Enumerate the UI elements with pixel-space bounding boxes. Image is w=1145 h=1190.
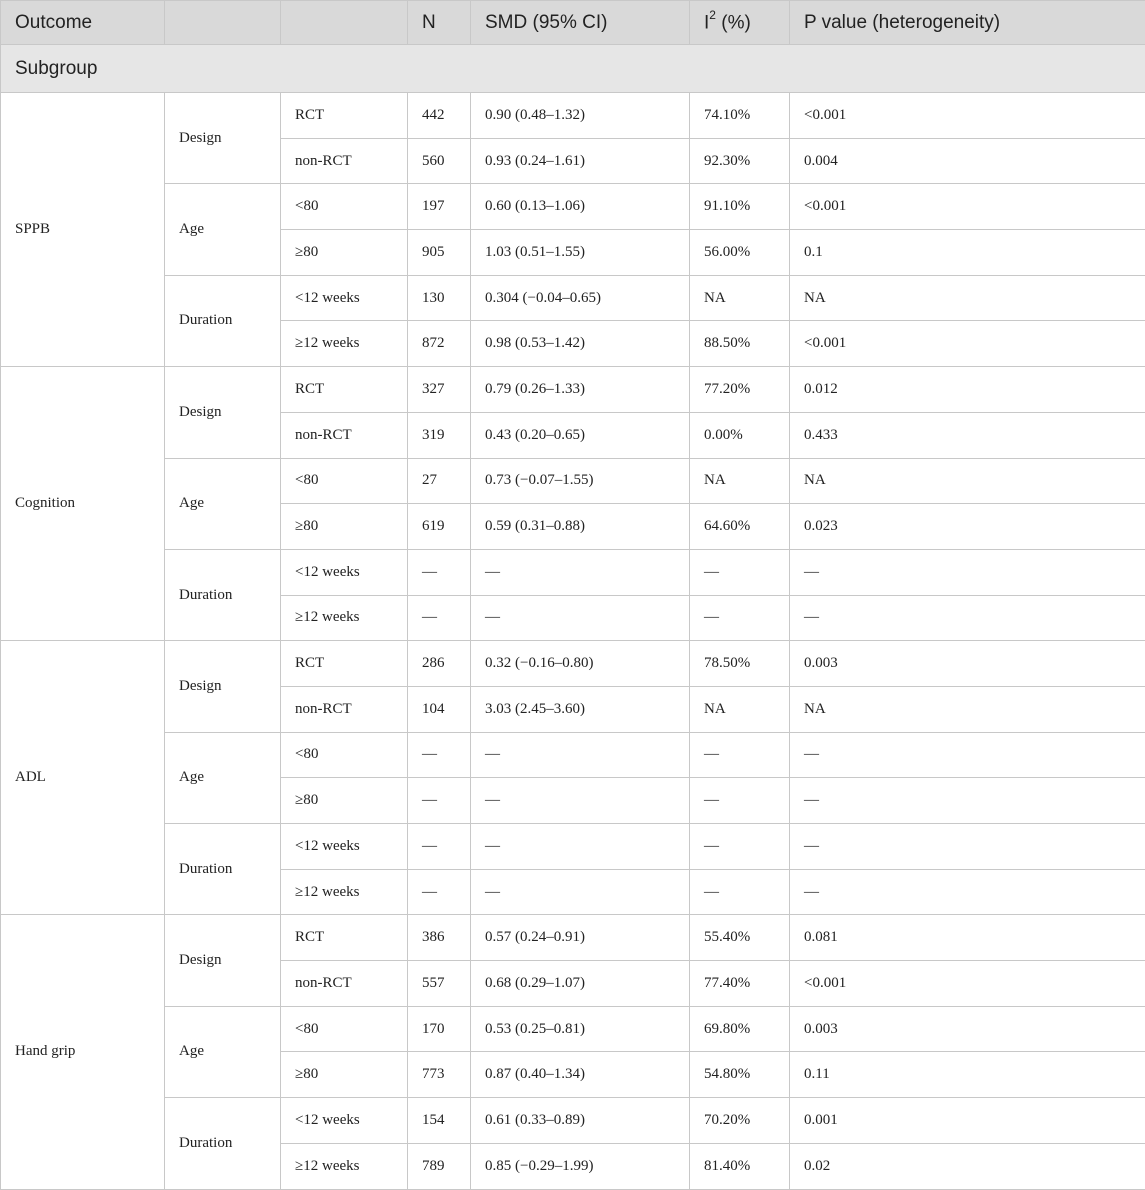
header-factor: [165, 1, 281, 45]
level-cell: ≥80: [281, 504, 408, 550]
level-cell: RCT: [281, 93, 408, 139]
smd-cell: —: [471, 778, 690, 824]
n-cell: 197: [408, 184, 471, 230]
level-cell: non-RCT: [281, 412, 408, 458]
i2-cell: —: [690, 778, 790, 824]
factor-cell: Design: [165, 93, 281, 184]
level-cell: <12 weeks: [281, 549, 408, 595]
p-value-cell: 0.1: [790, 230, 1145, 276]
i2-cell: 55.40%: [690, 915, 790, 961]
level-cell: <80: [281, 732, 408, 778]
table-row: [1, 1098, 1145, 1144]
p-value-cell: NA: [790, 686, 1145, 732]
level-cell: ≥12 weeks: [281, 321, 408, 367]
smd-cell: 0.60 (0.13–1.06): [471, 184, 690, 230]
header-outcome: Outcome: [1, 1, 165, 45]
outcome-cell: Cognition: [1, 367, 165, 641]
p-value-cell: —: [790, 595, 1145, 641]
level-cell: RCT: [281, 367, 408, 413]
level-cell: RCT: [281, 641, 408, 687]
outcome-cell: ADL: [1, 641, 165, 915]
table-row: [1, 641, 1145, 687]
header-level: [281, 1, 408, 45]
p-value-cell: NA: [790, 458, 1145, 504]
header-i2-label: I: [704, 13, 709, 34]
p-value-cell: —: [790, 824, 1145, 870]
smd-cell: 0.61 (0.33–0.89): [471, 1098, 690, 1144]
i2-cell: NA: [690, 275, 790, 321]
level-cell: RCT: [281, 915, 408, 961]
level-cell: ≥12 weeks: [281, 1143, 408, 1189]
smd-cell: —: [471, 549, 690, 595]
p-value-cell: 0.001: [790, 1098, 1145, 1144]
i2-cell: —: [690, 595, 790, 641]
p-value-cell: —: [790, 549, 1145, 595]
n-cell: —: [408, 595, 471, 641]
smd-cell: 0.43 (0.20–0.65): [471, 412, 690, 458]
i2-cell: NA: [690, 458, 790, 504]
n-cell: —: [408, 549, 471, 595]
p-value-cell: <0.001: [790, 321, 1145, 367]
factor-cell: Duration: [165, 549, 281, 640]
i2-cell: 70.20%: [690, 1098, 790, 1144]
subgroup-label: Subgroup: [1, 45, 1145, 93]
outcome-cell: Hand grip: [1, 915, 165, 1189]
n-cell: —: [408, 869, 471, 915]
header-p-value: P value (heterogeneity): [790, 1, 1145, 45]
factor-cell: Age: [165, 458, 281, 549]
p-value-cell: 0.081: [790, 915, 1145, 961]
level-cell: ≥80: [281, 778, 408, 824]
table-row: [1, 915, 1145, 961]
factor-cell: Design: [165, 915, 281, 1006]
factor-cell: Age: [165, 732, 281, 823]
n-cell: 327: [408, 367, 471, 413]
smd-cell: 0.57 (0.24–0.91): [471, 915, 690, 961]
p-value-cell: —: [790, 869, 1145, 915]
p-value-cell: 0.004: [790, 138, 1145, 184]
level-cell: non-RCT: [281, 686, 408, 732]
n-cell: 560: [408, 138, 471, 184]
n-cell: 773: [408, 1052, 471, 1098]
i2-cell: 88.50%: [690, 321, 790, 367]
i2-cell: 64.60%: [690, 504, 790, 550]
level-cell: <80: [281, 184, 408, 230]
smd-cell: 0.93 (0.24–1.61): [471, 138, 690, 184]
header-row: [1, 1, 1145, 45]
smd-cell: —: [471, 732, 690, 778]
level-cell: ≥12 weeks: [281, 595, 408, 641]
n-cell: 286: [408, 641, 471, 687]
smd-cell: 0.79 (0.26–1.33): [471, 367, 690, 413]
table-row: [1, 184, 1145, 230]
n-cell: —: [408, 732, 471, 778]
smd-cell: 0.73 (−0.07–1.55): [471, 458, 690, 504]
factor-cell: Design: [165, 367, 281, 458]
smd-cell: —: [471, 824, 690, 870]
factor-cell: Duration: [165, 275, 281, 366]
p-value-cell: —: [790, 778, 1145, 824]
n-cell: 170: [408, 1006, 471, 1052]
n-cell: 619: [408, 504, 471, 550]
smd-cell: 0.53 (0.25–0.81): [471, 1006, 690, 1052]
header-i2: [690, 1, 790, 45]
factor-cell: Design: [165, 641, 281, 732]
smd-cell: 0.59 (0.31–0.88): [471, 504, 690, 550]
i2-cell: —: [690, 732, 790, 778]
header-i2-suffix: (%): [716, 13, 751, 34]
i2-cell: 77.20%: [690, 367, 790, 413]
factor-cell: Duration: [165, 824, 281, 915]
n-cell: 27: [408, 458, 471, 504]
smd-cell: —: [471, 595, 690, 641]
factor-cell: Duration: [165, 1098, 281, 1189]
i2-cell: NA: [690, 686, 790, 732]
p-value-cell: 0.02: [790, 1143, 1145, 1189]
n-cell: —: [408, 778, 471, 824]
smd-cell: 0.98 (0.53–1.42): [471, 321, 690, 367]
table-row: [1, 549, 1145, 595]
i2-cell: —: [690, 824, 790, 870]
smd-cell: 3.03 (2.45–3.60): [471, 686, 690, 732]
i2-cell: 78.50%: [690, 641, 790, 687]
level-cell: ≥80: [281, 1052, 408, 1098]
p-value-cell: 0.11: [790, 1052, 1145, 1098]
level-cell: <80: [281, 458, 408, 504]
n-cell: 319: [408, 412, 471, 458]
p-value-cell: 0.433: [790, 412, 1145, 458]
level-cell: ≥12 weeks: [281, 869, 408, 915]
n-cell: 789: [408, 1143, 471, 1189]
n-cell: 104: [408, 686, 471, 732]
factor-cell: Age: [165, 1006, 281, 1097]
n-cell: 442: [408, 93, 471, 139]
outcome-cell: SPPB: [1, 93, 165, 367]
level-cell: non-RCT: [281, 138, 408, 184]
p-value-cell: <0.001: [790, 93, 1145, 139]
table-row: [1, 458, 1145, 504]
level-cell: <12 weeks: [281, 275, 408, 321]
table-row: [1, 367, 1145, 413]
smd-cell: 0.304 (−0.04–0.65): [471, 275, 690, 321]
header-smd: SMD (95% CI): [471, 1, 690, 45]
n-cell: —: [408, 824, 471, 870]
n-cell: 872: [408, 321, 471, 367]
p-value-cell: 0.003: [790, 1006, 1145, 1052]
i2-cell: 0.00%: [690, 412, 790, 458]
i2-cell: 69.80%: [690, 1006, 790, 1052]
level-cell: non-RCT: [281, 961, 408, 1007]
table-body: [1, 93, 1145, 1190]
table-row: [1, 732, 1145, 778]
smd-cell: 1.03 (0.51–1.55): [471, 230, 690, 276]
level-cell: <12 weeks: [281, 1098, 408, 1144]
i2-cell: 56.00%: [690, 230, 790, 276]
p-value-cell: 0.023: [790, 504, 1145, 550]
n-cell: 386: [408, 915, 471, 961]
smd-cell: 0.90 (0.48–1.32): [471, 93, 690, 139]
p-value-cell: 0.003: [790, 641, 1145, 687]
header-i2-sup: 2: [709, 8, 716, 22]
smd-cell: —: [471, 869, 690, 915]
p-value-cell: <0.001: [790, 961, 1145, 1007]
subgroup-row: [1, 45, 1145, 93]
table-row: [1, 93, 1145, 139]
i2-cell: 74.10%: [690, 93, 790, 139]
level-cell: <80: [281, 1006, 408, 1052]
n-cell: 130: [408, 275, 471, 321]
i2-cell: 81.40%: [690, 1143, 790, 1189]
i2-cell: 91.10%: [690, 184, 790, 230]
n-cell: 154: [408, 1098, 471, 1144]
p-value-cell: <0.001: [790, 184, 1145, 230]
smd-cell: 0.32 (−0.16–0.80): [471, 641, 690, 687]
table-row: [1, 824, 1145, 870]
smd-cell: 0.85 (−0.29–1.99): [471, 1143, 690, 1189]
i2-cell: —: [690, 869, 790, 915]
i2-cell: 54.80%: [690, 1052, 790, 1098]
level-cell: <12 weeks: [281, 824, 408, 870]
p-value-cell: 0.012: [790, 367, 1145, 413]
factor-cell: Age: [165, 184, 281, 275]
smd-cell: 0.68 (0.29–1.07): [471, 961, 690, 1007]
n-cell: 905: [408, 230, 471, 276]
p-value-cell: NA: [790, 275, 1145, 321]
header-n: N: [408, 1, 471, 45]
i2-cell: 77.40%: [690, 961, 790, 1007]
p-value-cell: —: [790, 732, 1145, 778]
table-row: [1, 1006, 1145, 1052]
n-cell: 557: [408, 961, 471, 1007]
i2-cell: 92.30%: [690, 138, 790, 184]
smd-cell: 0.87 (0.40–1.34): [471, 1052, 690, 1098]
i2-cell: —: [690, 549, 790, 595]
level-cell: ≥80: [281, 230, 408, 276]
table-row: [1, 275, 1145, 321]
